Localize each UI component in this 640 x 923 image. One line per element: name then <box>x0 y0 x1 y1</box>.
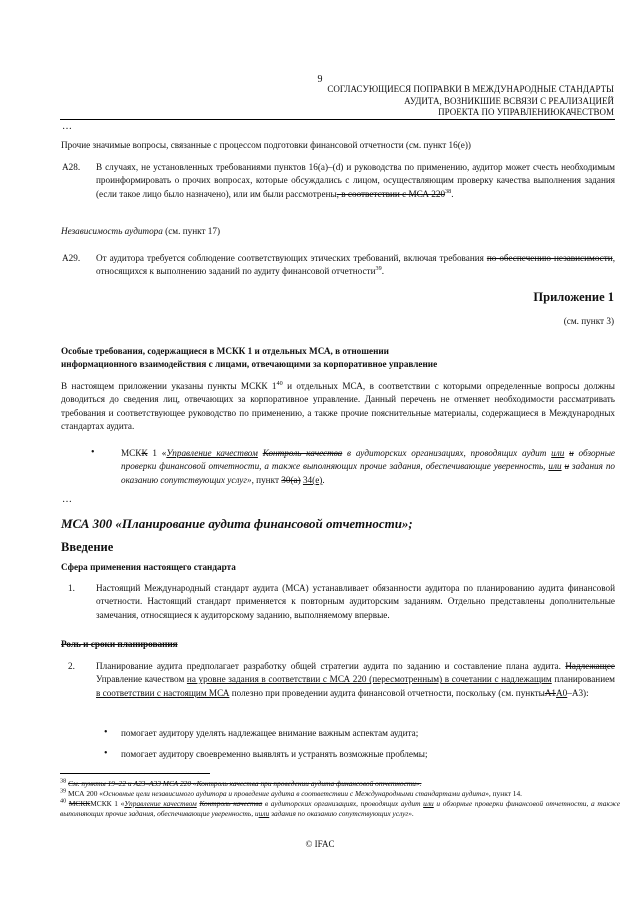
footnote-number: 40 <box>60 797 67 805</box>
text: В случаях, не установленных требованиями пунктов 16(a)–(d) и руководства по применению, аудитор может счесть необходимым проинформировать о прочих вопросах, которые обсуждались с лицом, осуществляющим проверку качества выполнения задания (если такое лицо было назначено), или им были рассмотрены <box>96 162 615 199</box>
deleted-text: по обеспечению независимости <box>486 253 613 263</box>
text: планированием <box>551 674 616 685</box>
running-header <box>284 84 614 119</box>
text: , пункт <box>251 474 282 485</box>
text: В настоящем приложении указаны пункты МСКК 1 <box>61 381 277 391</box>
text: задания по оказанию сопутствующих услуг». <box>269 808 414 818</box>
footnote-number: 39 <box>60 787 67 795</box>
text: Планирование аудита предполагает разработку общей стратегии аудита по заданию и составление плана аудита. <box>96 661 566 671</box>
footnote-38 <box>60 779 620 789</box>
paragraph-number: A28. <box>62 162 81 172</box>
deleted-text: Надлежащее <box>565 661 615 671</box>
appendix-heading-line1: Особые требования, содержащиеся в МСКК 1 и отдельных МСА, в отношении <box>61 346 389 356</box>
deleted-text: и <box>569 448 574 458</box>
bullet-icon: • <box>104 727 108 738</box>
appendix-ref: (см. пункт 3) <box>563 316 614 326</box>
header-line: СОГЛАСУЮЩИЕСЯ ПОПРАВКИ В МЕЖДУНАРОДНЫЕ СТАНДАРТЫ <box>327 84 614 94</box>
inserted-text: Управление качеством <box>166 448 258 458</box>
deleted-text: МСКК <box>68 799 91 808</box>
deleted-text: К <box>141 448 148 458</box>
inserted-text: 34(e) <box>302 474 323 485</box>
inserted-text: или <box>258 808 270 818</box>
header-rule <box>60 119 615 120</box>
heading-text: Независимость аудитора <box>61 226 163 236</box>
paragraph-2 <box>96 660 615 700</box>
footnote-ref: 38 <box>445 187 452 195</box>
introduction-heading: Введение <box>61 540 114 554</box>
deleted-text: Роль и сроки планирования <box>61 639 178 649</box>
inserted-text: в соответствии с настоящим МСА <box>96 687 230 698</box>
inserted-text: на уровне задания в соответствии с МСА 220 (пересмотренным) в сочетании с надлежащим <box>186 674 552 685</box>
appendix-title: Приложение 1 <box>533 290 614 304</box>
section-heading: Прочие значимые вопросы, связанные с процессом подготовки финансовой отчетности (см. пункт 16(e)) <box>61 140 471 150</box>
ellipsis: … <box>62 494 72 505</box>
ellipsis: … <box>62 121 72 132</box>
text: Управление качеством <box>96 674 187 685</box>
footnote-number: 38 <box>60 777 67 785</box>
list-item: помогает аудитору своевременно выявлять и устранять возможные проблемы; <box>121 749 428 759</box>
deleted-text: Контроль качества <box>262 448 343 458</box>
bullet-icon: • <box>91 447 95 458</box>
footnote-ref: 39 <box>375 265 382 273</box>
text: МСКК 1 « <box>90 799 125 808</box>
text: 1 « <box>147 448 167 458</box>
text: обзорные проверки финансовой отчетности, а также выполняющих прочие задания, обеспечивающие уверенность, <box>121 448 616 472</box>
text: », пункт 14. <box>485 789 523 798</box>
bullet-icon: • <box>104 748 108 759</box>
inserted-text: или <box>423 799 434 808</box>
text: МСА 200 « <box>68 789 103 798</box>
footnote-39 <box>60 789 620 799</box>
deleted-text: A1 <box>544 687 556 698</box>
page-number: 9 <box>317 74 323 85</box>
text: и отдельных МСА, в соответствии с которыми определенные вопросы должны доводиться до сведения лиц, отвечающих за корпоративное управление. Данный перечень не отменяет необходимости рассматривать требования и соответствующее руководство по применению, а также прочие пояснительные материалы, содержащиеся в Международных стандартах аудита. <box>61 381 615 432</box>
heading-ref: (см. пункт 17) <box>162 226 221 236</box>
deleted-text: , в соответствии с МСА 220 <box>336 188 446 199</box>
page-footer: © IFAC <box>305 839 335 849</box>
paragraph-1: Настоящий Международный стандарт аудита (МСА) устанавливает обязанности аудитора по планированию аудита финансовой отчетности. Настоящий стандарт применяется к повторным аудиторским заданиям. Отдельно представлены дополнительные замечания, относящиеся к аудиторскому заданию, выполняемому впервые. <box>96 583 615 620</box>
text: и обзорные проверки финансовой отчетности, а также выполняющих прочие задания, обеспечивающие уверенность, и <box>60 799 620 818</box>
footnote-40 <box>60 799 620 818</box>
section-heading <box>61 225 220 238</box>
deleted-text: и <box>564 461 570 472</box>
text: в аудиторских организациях, проводящих аудит <box>342 448 552 458</box>
list-item: помогает аудитору уделять надлежащее внимание важным аспектам аудита; <box>121 728 419 738</box>
deleted-text: 30(a) <box>281 474 301 485</box>
paragraph-number: 1. <box>68 583 75 593</box>
header-line: АУДИТА, ВОЗНИКШИЕ ВСВЯЗИ С РЕАЛИЗАЦИЕЙ <box>404 95 614 106</box>
paragraph-number: A29. <box>62 253 81 263</box>
isa300-title: МСА 300 «Планирование аудита финансовой отчетности»; <box>61 516 413 531</box>
inserted-text: или <box>551 448 565 458</box>
text: Основные цели независимого аудитора и проведение аудита в соответствии с Международными стандартами аудита <box>103 789 486 798</box>
header-line: ПРОЕКТА ПО УПРАВЛЕНИЮКАЧЕСТВОМ <box>438 107 614 117</box>
scope-heading: Сфера применения настоящего стандарта <box>61 562 236 572</box>
paragraph-number: 2. <box>68 661 75 671</box>
text: . <box>322 474 325 485</box>
inserted-text: Управление качеством <box>124 799 197 808</box>
deleted-text: Контроль качества <box>199 799 263 808</box>
footnote-ref: 40 <box>276 379 283 387</box>
text: . <box>381 266 384 277</box>
role-heading <box>61 638 178 651</box>
text: МСК <box>121 448 142 458</box>
appendix-bullet <box>121 447 615 487</box>
paragraph-a28 <box>96 161 615 201</box>
text: в аудиторских организациях, проводящих аудит <box>262 799 424 808</box>
text: полезно при проведении аудита финансовой отчетности, поскольку (см. пункты <box>229 687 545 698</box>
appendix-heading-line2: информационного взаимодействия с лицами, отвечающими за корпоративное управление <box>61 359 438 369</box>
inserted-text: или <box>548 461 562 472</box>
footnote-rule <box>60 773 210 774</box>
text: –A3): <box>567 687 589 698</box>
text: От аудитора требуется соблюдение соответствующих этических требований, включая требования <box>96 253 487 263</box>
text: . <box>451 188 454 199</box>
paragraph-a29 <box>96 252 615 279</box>
deleted-text: См. пункты 19–22 и A23–A33 МСА 220 «Контроль качества при проведении аудита финансовой отчетности». <box>68 779 422 788</box>
inserted-text: A0 <box>556 687 568 698</box>
text: , относящихся к выполнению заданий по аудиту финансовой отчетности <box>96 253 615 277</box>
appendix-paragraph <box>61 380 615 434</box>
text: задания по оказанию сопутствующих услуг» <box>121 461 616 485</box>
